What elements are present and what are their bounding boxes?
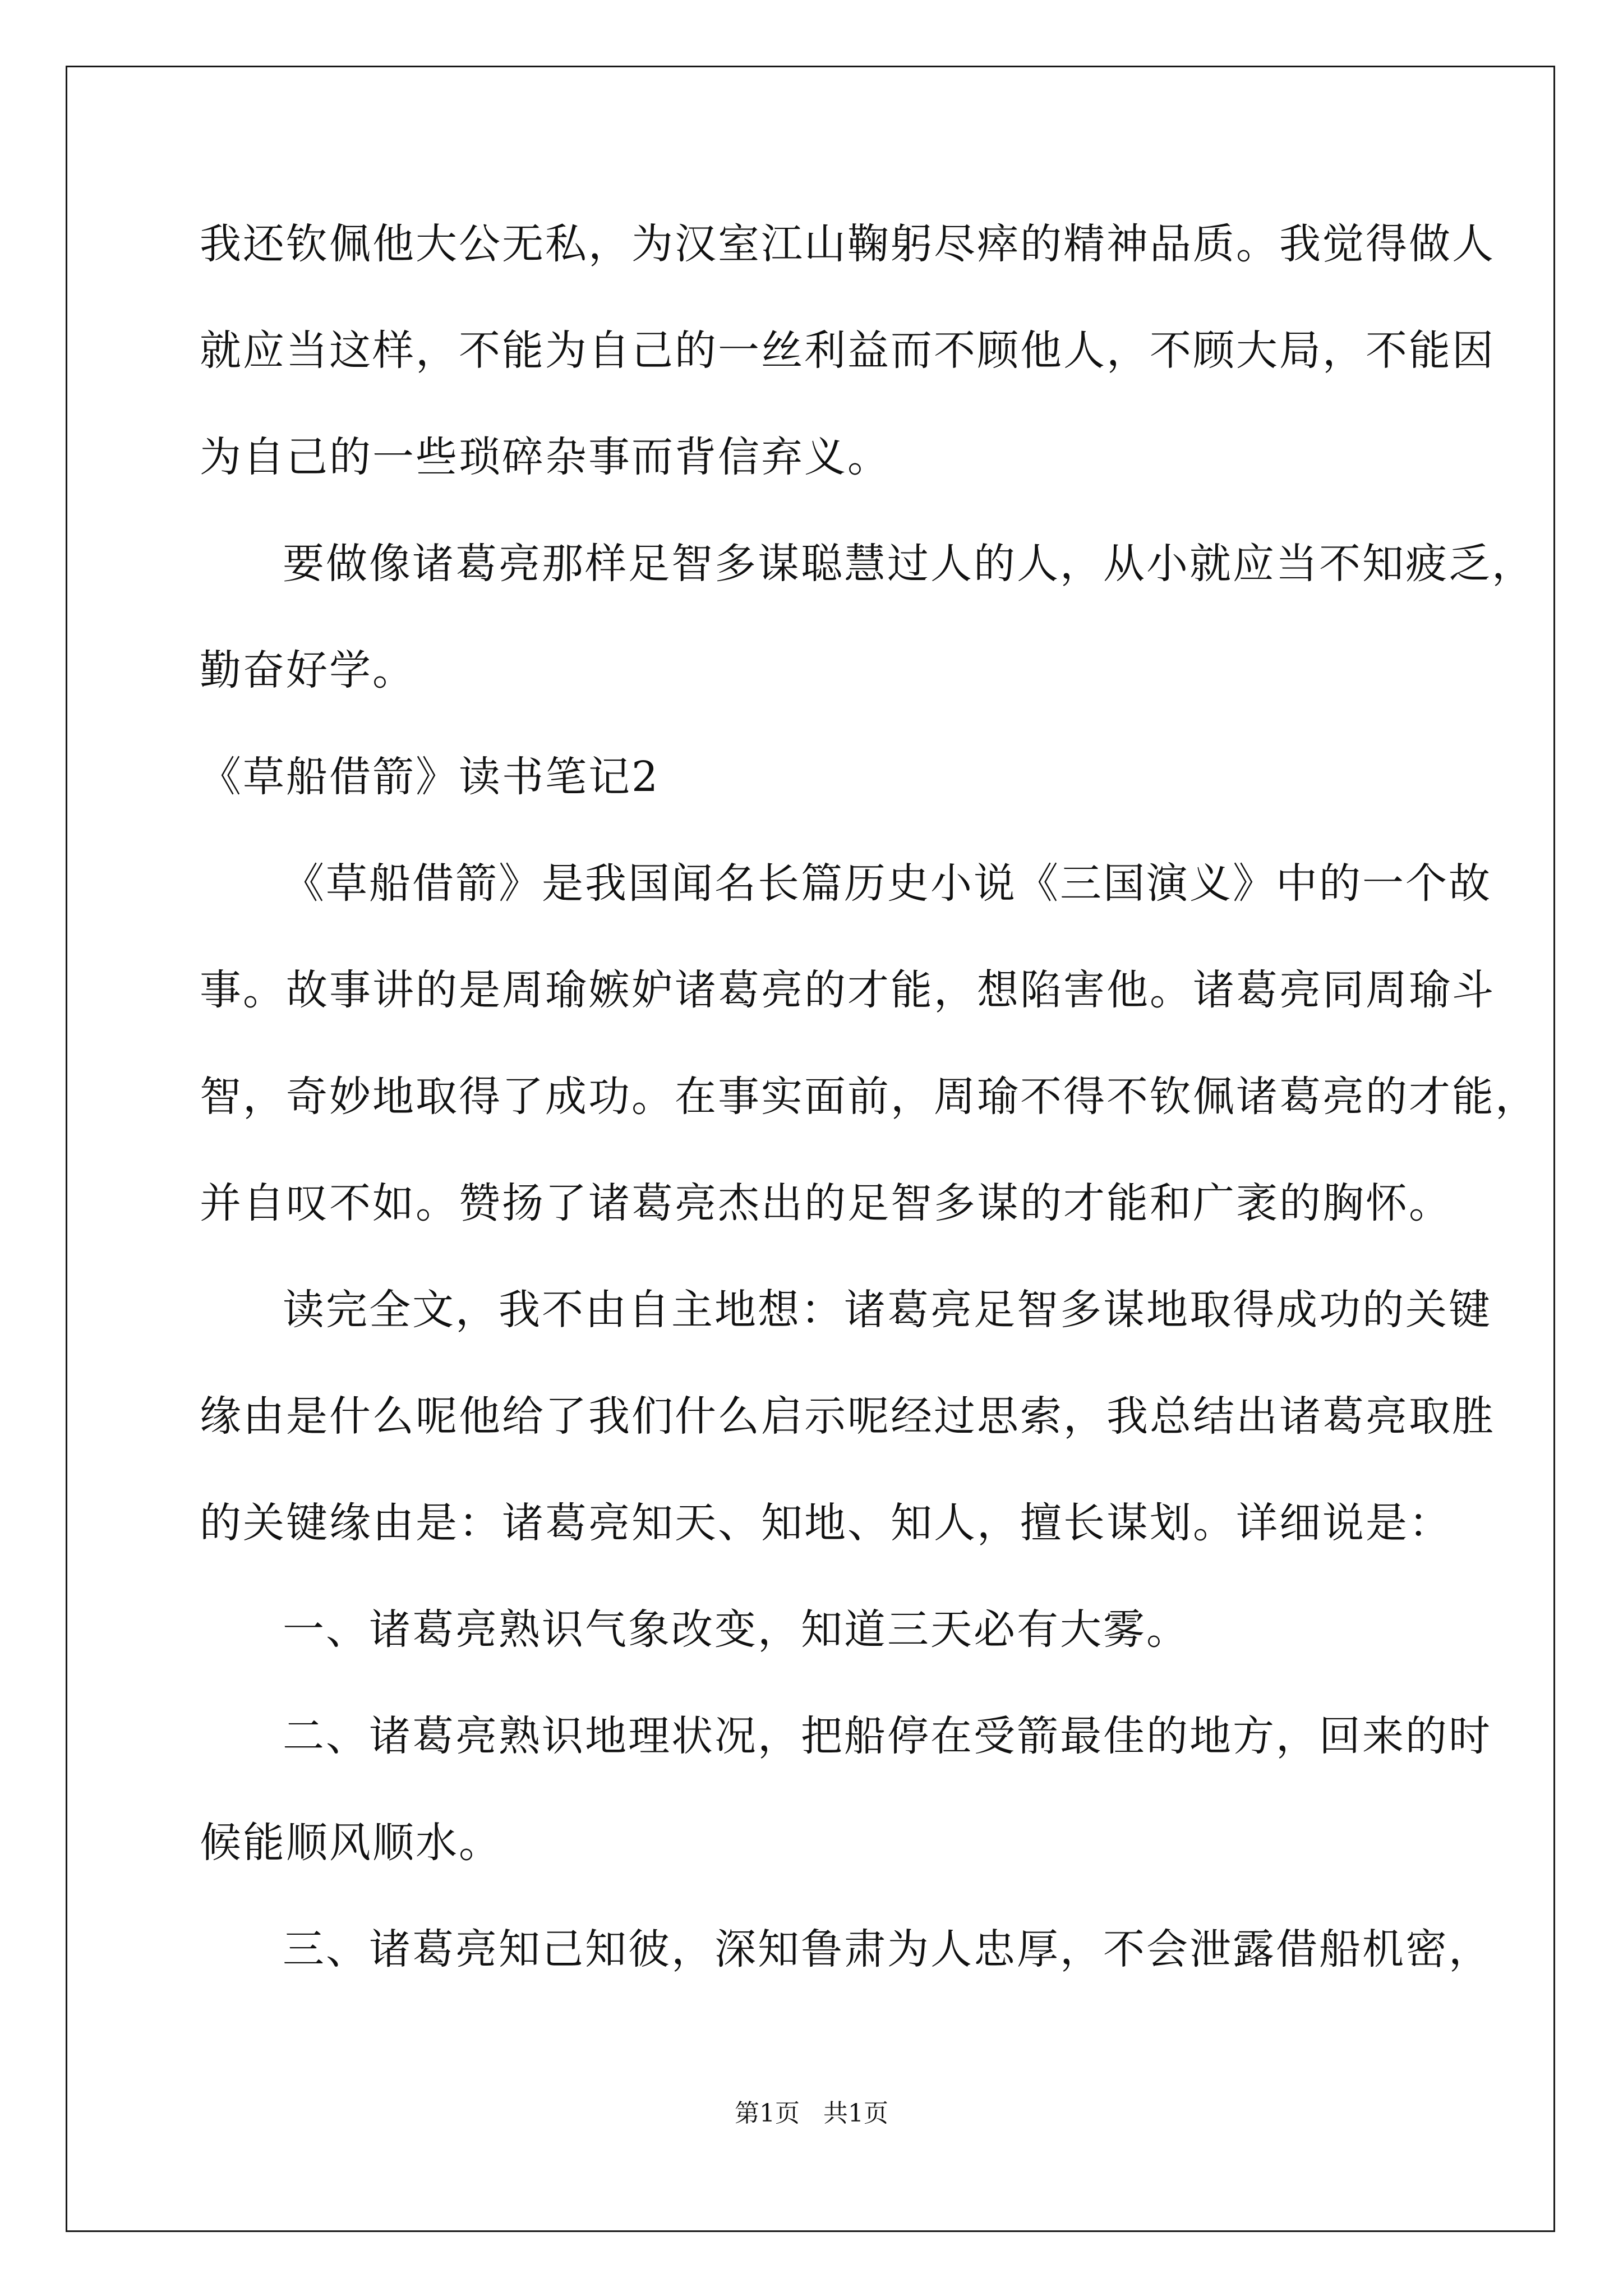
paragraph-line: 二、诸葛亮熟识地理状况，把船停在受箭最佳的地方，回来的时 [283,1712,1492,1760]
paragraph-line: 智，奇妙地取得了成功。在事实面前，周瑜不得不钦佩诸葛亮的才能， [200,1073,1538,1121]
paragraph-line: 要做像诸葛亮那样足智多谋聪慧过人的人，从小就应当不知疲乏， [283,540,1535,588]
paragraph-line: 事。故事讲的是周瑜嫉妒诸葛亮的才能，想陷害他。诸葛亮同周瑜斗 [200,966,1495,1014]
page-border [66,66,1555,2232]
paragraph-line: 三、诸葛亮知己知彼，深知鲁肃为人忠厚，不会泄露借船机密， [283,1925,1492,1973]
paragraph-line: 勤奋好学。 [200,646,416,694]
paragraph-line: 读完全文，我不由自主地想：诸葛亮足智多谋地取得成功的关键 [283,1286,1492,1334]
paragraph-line: 缘由是什么呢他给了我们什么启示呢经过思索，我总结出诸葛亮取胜 [200,1392,1495,1441]
paragraph-line: 并自叹不如。赞扬了诸葛亮杰出的足智多谋的才能和广袤的胸怀。 [200,1179,1452,1227]
paragraph-line: 一、诸葛亮熟识气象改变，知道三天必有大雾。 [283,1605,1189,1654]
paragraph-line: 就应当这样，不能为自己的一丝利益而不顾他人，不顾大局，不能因 [200,326,1495,375]
paragraph-line: 《草船借箭》是我国闻名长篇历史小说《三国演义》中的一个故 [283,859,1492,908]
page-footer: 第1页 共1页 [735,2099,888,2128]
paragraph-line: 候能顺风顺水。 [200,1819,502,1867]
section-heading: 《草船借箭》读书笔记2 [200,753,660,801]
paragraph-line: 为自己的一些琐碎杂事而背信弃义。 [200,433,891,481]
paragraph-line: 我还钦佩他大公无私，为汉室江山鞠躬尽瘁的精神品质。我觉得做人 [200,220,1495,268]
paragraph-line: 的关键缘由是：诸葛亮知天、知地、知人，擅长谋划。详细说是： [200,1499,1452,1547]
